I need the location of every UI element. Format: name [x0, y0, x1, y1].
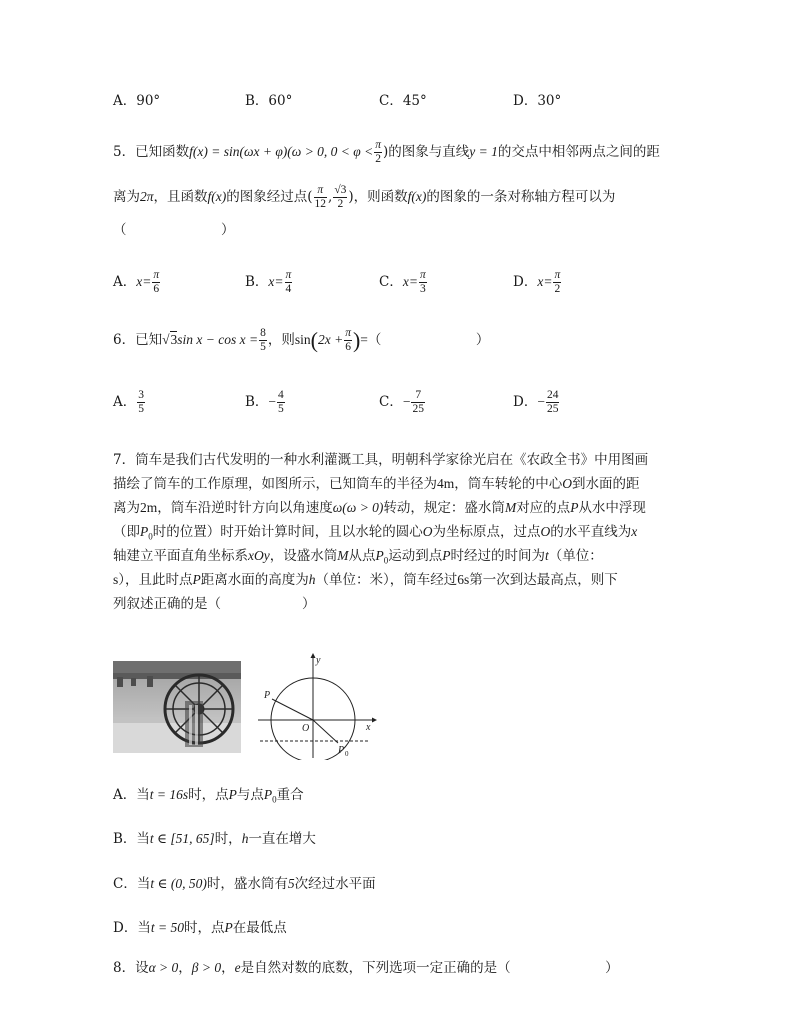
q6-option-b: B．− $\frac{4}{5}$: [245, 389, 284, 415]
q7-line-5: 轴建立平面直角坐标系xOy，设盛水筒M从点$P_0$运动到点P时经过的时间为t（单位：: [113, 548, 603, 566]
q5-line-3: （ ）: [113, 222, 235, 238]
point-p-label: P: [264, 690, 271, 701]
q4-option-a: A．90°: [113, 93, 161, 109]
q4-option-b: B．60°: [245, 93, 293, 109]
q7-line-2: 描绘了筒车的工作原理，如图所示，已知筒车的半径为4m，筒车转轮的中心O到水面的距: [113, 476, 640, 492]
q6-line: 6．已知√3sin x − cos x = $\frac{8}{5}$ ，则sin(2x + $\frac{\pi}{6}$ )=（ ）: [113, 327, 490, 353]
q4-option-c: C．45°: [379, 93, 427, 109]
y-axis-label: y: [316, 655, 321, 666]
q7-option-a: A．当t = 16s时，点P与点$P_0$重合: [113, 787, 304, 805]
q6-option-d: D．− $\frac{24}{25}$: [513, 389, 559, 415]
radius-op0: [313, 720, 338, 743]
q5-option-a: A．x= $\frac{\pi}{6}$: [113, 269, 160, 295]
q7-option-d: D．当t = 50时，点P在最低点: [113, 920, 287, 936]
x-axis-label: x: [366, 722, 371, 733]
q7-line-6: s），且此时点P距离水面的高度为h（单位：米），筒车经过6s第一次到达最高点，则下: [113, 572, 618, 588]
q6-option-a: A． $\frac{3}{5}$: [113, 389, 144, 415]
q5-option-d: D．x= $\frac{\pi}{2}$: [513, 269, 561, 295]
radius-op: [272, 699, 313, 720]
wheel-coordinate-diagram: [256, 652, 380, 760]
q5-option-c: C．x= $\frac{\pi}{3}$: [379, 269, 426, 295]
q7-line-7: 列叙述正确的是（ ）: [113, 596, 316, 612]
water-wheel-photo-drawing: [113, 661, 241, 753]
q7-line-3: 离为2m，筒车沿逆时针方向以角速度ω(ω > 0)转动，规定：盛水筒M对应的点P从水中浮现: [113, 500, 646, 516]
point-p0-subscript: 0: [345, 750, 349, 758]
point-p0-label: P: [338, 745, 345, 756]
q6-option-c: C．− $\frac{7}{25}$: [379, 389, 424, 415]
x-axis-arrow: [372, 718, 377, 723]
origin-label: O: [302, 723, 310, 734]
q4-option-d: D．30°: [513, 93, 562, 109]
q7-line-4: （即$P_0$时的位置）时开始计算时间，且以水轮的圆心O为坐标原点，过点O的水平直线为x: [113, 524, 638, 542]
water-wheel-photo: [113, 661, 241, 753]
y-axis-arrow: [311, 653, 316, 658]
q5-option-b: B．x= $\frac{\pi}{4}$: [245, 269, 292, 295]
q7-option-b: B．当t ∈ [51, 65]时，h一直在增大: [113, 831, 316, 847]
q5-line-2: 离为2π，且函数f(x)的图象经过点( $\frac{\pi}{12}$ , $\frac{√3}{2}$ )，则函数f(x)的图象的一条对称轴方程可以为: [113, 184, 616, 210]
q7-option-c: C．当t ∈ (0, 50)时，盛水筒有5次经过水平面: [113, 876, 376, 892]
q8-line: 8．设α > 0，β > 0，e是自然对数的底数，下列选项一定正确的是（ ）: [113, 960, 619, 976]
q7-line-1: 7．筒车是我们古代发明的一种水利灌溉工具，明朝科学家徐光启在《农政全书》中用图画: [113, 452, 649, 468]
q5-line-1: 5．已知函数f(x) = sin(ωx + φ)(ω > 0, 0 < φ < $\frac{\pi}{2}$ )的图象与直线y = 1的交点中相邻两点之间的距: [113, 139, 660, 165]
